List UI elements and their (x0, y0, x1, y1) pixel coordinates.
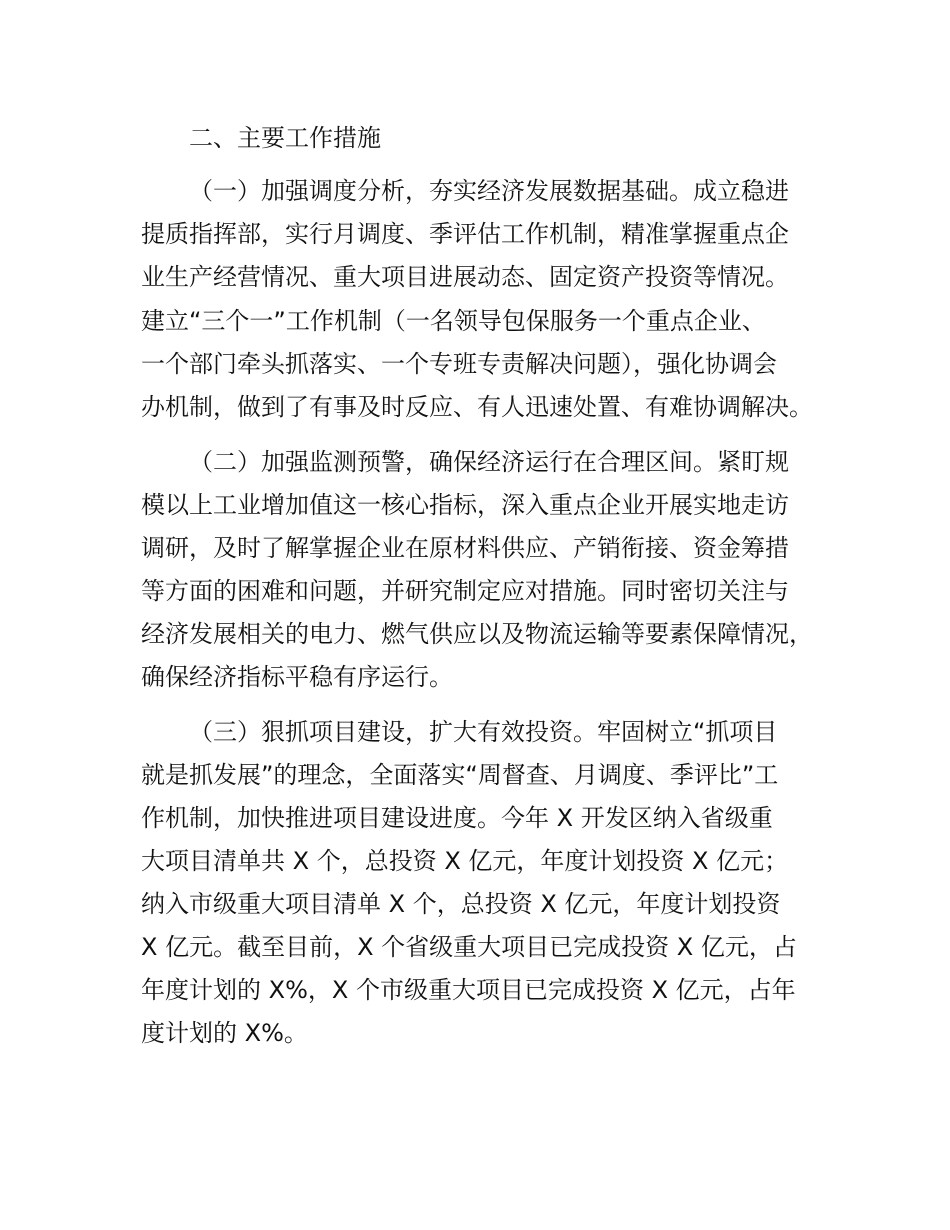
paragraph-2-line-6: 确保经济指标平稳有序运行。 (141, 663, 453, 691)
paragraph-3-line-3: 作机制，加快推进项目建设进度。今年 X 开发区纳入省级重 (141, 804, 773, 832)
paragraph-2-line-5: 经济发展相关的电力、燃气供应以及物流运输等要素保障情况， (141, 620, 813, 648)
paragraph-2-line-3: 调研，及时了解掌握企业在原材料供应、产销衔接、资金筹措 (141, 534, 789, 562)
paragraph-2-line-2: 模以上工业增加值这一核心指标，深入重点企业开展实地走访 (141, 491, 789, 519)
paragraph-2-line-1: （二）加强监测预警，确保经济运行在合理区间。紧盯规 (189, 448, 789, 476)
paragraph-3-line-1: （三）狠抓项目建设，扩大有效投资。牢固树立“抓项目 (189, 718, 778, 746)
paragraph-3-line-2: 就是抓发展”的理念，全面落实“周督查、月调度、季评比”工 (141, 761, 779, 789)
paragraph-1-line-5: 一个部门牵头抓落实、一个专班专责解决问题），强化协调会 (141, 350, 777, 378)
paragraph-2-line-4: 等方面的困难和问题，并研究制定应对措施。同时密切关注与 (141, 577, 789, 605)
paragraph-3-line-4: 大项目清单共 X 个，总投资 X 亿元，年度计划投资 X 亿元； (141, 847, 789, 875)
paragraph-3-line-8: 度计划的 X%。 (141, 1019, 308, 1047)
paragraph-3-line-6: X 亿元。截至目前，X 个省级重大项目已完成投资 X 亿元，占 (141, 933, 797, 961)
paragraph-3-line-5: 纳入市级重大项目清单 X 个，总投资 X 亿元，年度计划投资 (141, 890, 781, 918)
section-heading: 二、主要工作措施 (189, 124, 381, 152)
paragraph-1-line-2: 提质指挥部，实行月调度、季评估工作机制，精准掌握重点企 (141, 220, 789, 248)
paragraph-1-line-3: 业生产经营情况、重大项目进展动态、固定资产投资等情况。 (141, 263, 789, 291)
paragraph-1-line-4: 建立“三个一”工作机制（一名领导包保服务一个重点企业、 (141, 307, 766, 335)
paragraph-1-line-1: （一）加强调度分析，夯实经济发展数据基础。成立稳进 (189, 177, 789, 205)
paragraph-1-line-6: 办机制，做到了有事及时反应、有人迅速处置、有难协调解决。 (141, 393, 813, 421)
paragraph-3-line-7: 年度计划的 X%，X 个市级重大项目已完成投资 X 亿元，占年 (141, 976, 796, 1004)
